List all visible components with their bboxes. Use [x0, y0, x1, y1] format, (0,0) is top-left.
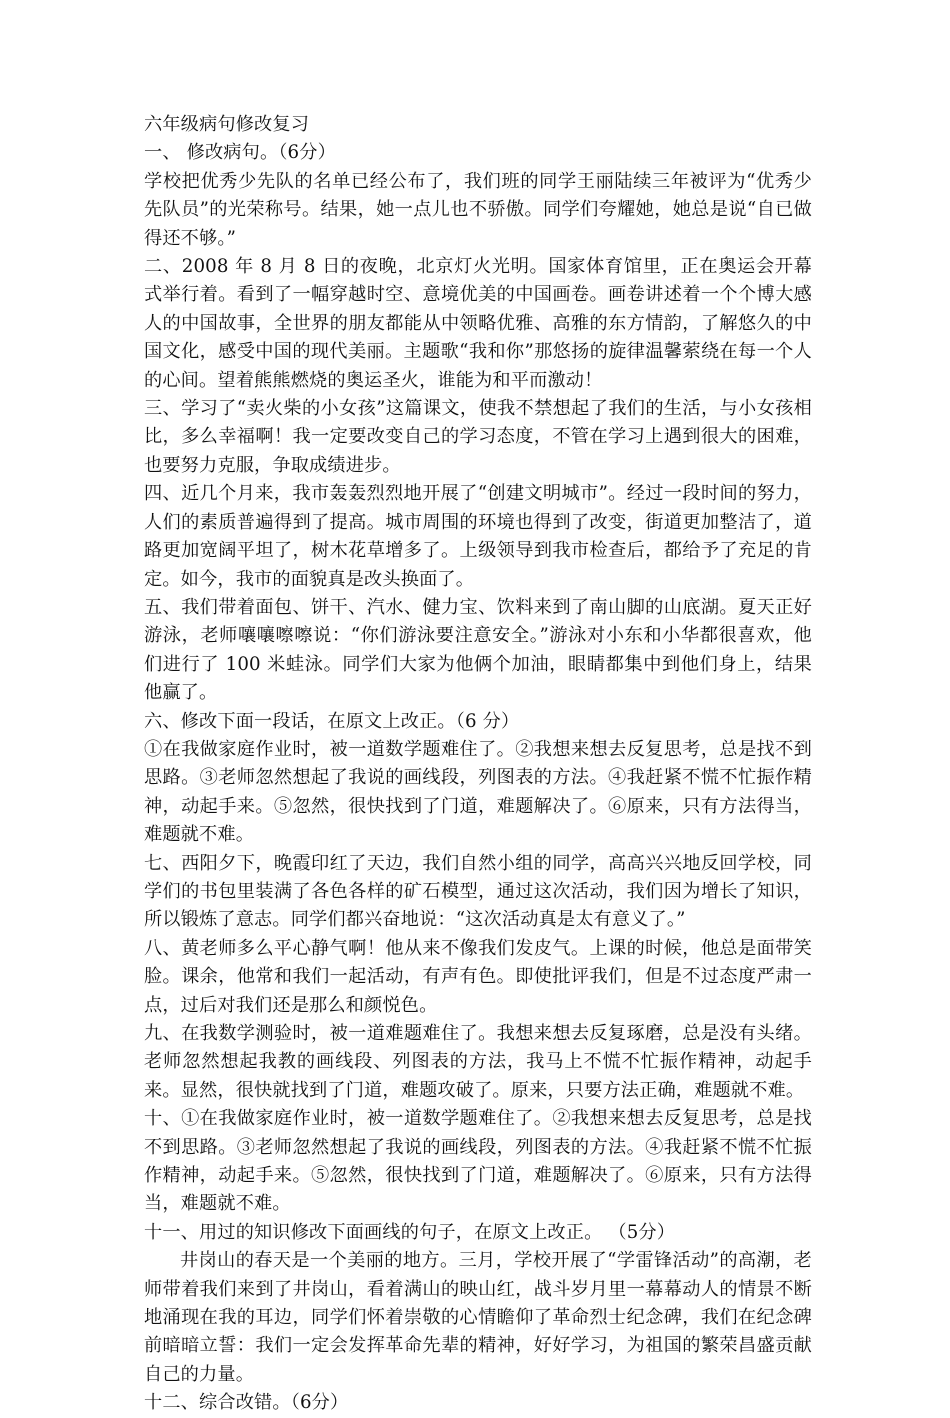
document-paragraph: 二、2008 年 8 月 8 日的夜晚，北京灯火光明。国家体育馆里，正在奥运会开幕式举行着。看到了一幅穿越时空、意境优美的中国画卷。画卷讲述着一个个博大感人的中国故事，全世界的朋友都能从中领略优雅、高雅的东方情韵，了解悠久的中国文化，感受中国的现代美丽。主题歌“我和你”那悠扬的旋律温馨萦绕在每一个人的心间。望着熊熊燃烧的奥运圣火，谁能为和平而激动！ [144, 256, 812, 391]
document-paragraph: ①在我做家庭作业时，被一道数学题难住了。②我想来想去反复思考，总是找不到思路。③老师忽然想起了我说的画线段，列图表的方法。④我赶紧不慌不忙振作精神，动起手来。⑤忽然，很快找到了门道，难题解决了。⑥原来，只有方法得当，难题就不难。 [144, 738, 812, 846]
document-paragraph: 六、修改下面一段话，在原文上改正。（6 分） [144, 710, 520, 732]
document-paragraph: 井岗山的春天是一个美丽的地方。三月，学校开展了“学雷锋活动”的高潮，老师带着我们来到了井岗山，看着满山的映山红，战斗岁月里一幕幕动人的情景不断地涌现在我的耳边，同学们怀着崇敬的心情瞻仰了革命烈士纪念碑，我们在纪念碑前暗暗立誓：我们一定会发挥革命先辈的精神，好好学习，为祖国的繁荣昌盛贡献自己的力量。 [144, 1250, 812, 1385]
document-paragraph: 一、 修改病句。（6分） [144, 142, 336, 164]
document-paragraph: 三、学习了“卖火柴的小女孩”这篇课文，使我不禁想起了我们的生活，与小女孩相比，多么幸福啊！我一定要改变自己的学习态度，不管在学习上遇到很大的困难，也要努力克服，争取成绩进步。 [144, 398, 812, 476]
document-title: 六年级病句修改复习 [144, 114, 310, 135]
document-paragraph: 七、西阳夕下，晚霞印红了天边，我们自然小组的同学，高高兴兴地反回学校，同学们的书包里装满了各色各样的矿石模型，通过这次活动，我们因为增长了知识，所以锻炼了意志。同学们都兴奋地说：“这次活动真是太有意义了。” [144, 852, 812, 931]
document-paragraph: 四、近几个月来，我市轰轰烈烈地开展了“创建文明城市”。经过一段时间的努力，人们的素质普遍得到了提高。城市周围的环境也得到了改变，街道更加整洁了，道路更加宽阔平坦了，树木花草增多了。上级领导到我市检查后，都给予了充足的肯定。如今，我市的面貌真是改头换面了。 [144, 483, 812, 590]
document-paragraph: 十一、用过的知识修改下面画线的句子，在原文上改正。 （5分） [144, 1221, 676, 1243]
document-paragraph: 八、黄老师多么平心静气啊！他从来不像我们发皮气。上课的时候，他总是面带笑脸。课余，他常和我们一起活动，有声有色。即使批评我们，但是不过态度严肃一点，过后对我们还是那么和颜悦色。 [144, 937, 812, 1016]
document-body [144, 139, 812, 1417]
document-paragraph: 九、在我数学测验时，被一道难题难住了。我想来想去反复琢磨，总是没有头绪。老师忽然想起我教的画线段、列图表的方法，我马上不慌不忙振作精神，动起手来。显然，很快就找到了门道，难题攻破了。原来，只要方法正确，难题就不难。 [144, 1023, 812, 1101]
document-paragraph: 学校把优秀少先队的名单已经公布了，我们班的同学王丽陆续三年被评为“优秀少先队员”的光荣称号。结果，她一点儿也不骄傲。同学们夸耀她，她总是说“自已做得还不够。” [144, 170, 812, 249]
document-paragraph: 十二、综合改错。（6分） [144, 1392, 349, 1414]
document-paragraph: 五、我们带着面包、饼干、汽水、健力宝、饮料来到了南山脚的山底湖。夏天正好游泳，老师嚷嚷嚓嚓说：“你们游泳要注意安全。”游泳对小东和小华都很喜欢，他们进行了 100 米蛙泳。同学们大家为他俩个加油，眼睛都集中到他们身上，结果他赢了。 [144, 596, 812, 704]
document-paragraph: 十、①在我做家庭作业时，被一道数学题难住了。②我想来想去反复思考，总是找不到思路。③老师忽然想起了我说的画线段，列图表的方法。④我赶紧不慌不忙振作精神，动起手来。⑤忽然，很快找到了门道，难题解决了。⑥原来，只有方法得当，难题就不难。 [144, 1108, 812, 1215]
document-page [144, 111, 812, 1418]
